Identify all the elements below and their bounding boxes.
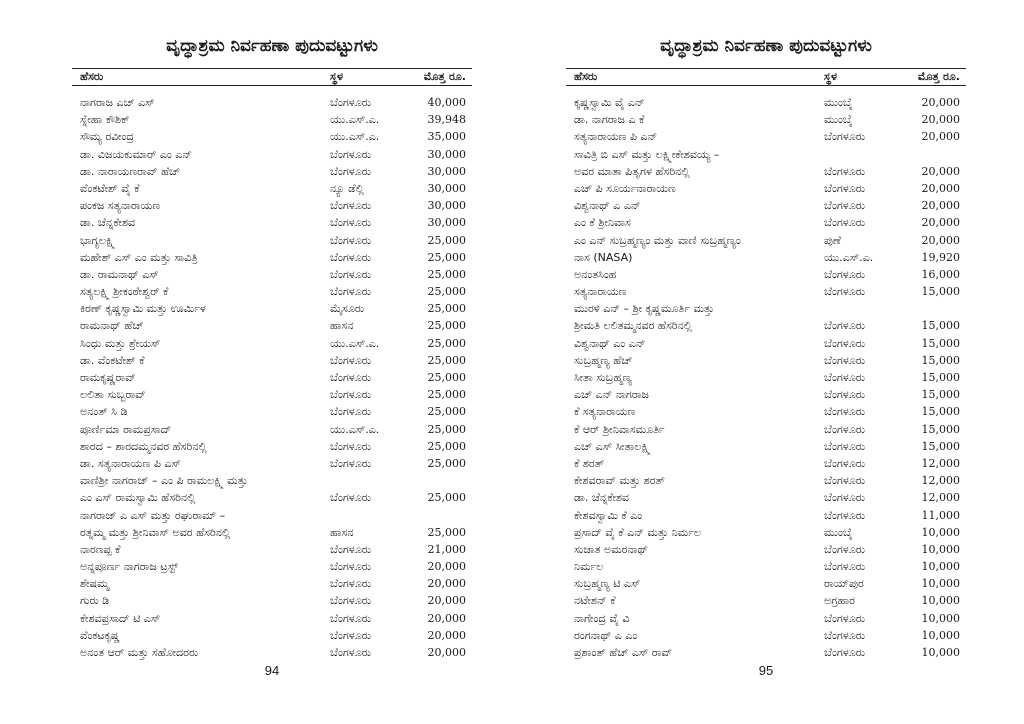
donor-amount: 19,920: [921, 250, 960, 264]
donor-place: ಮೈಸೂರು: [330, 302, 365, 316]
donor-name: ಗುರು ಡಿ: [80, 594, 110, 608]
donor-name: ನಿರ್ಮಲ: [574, 560, 604, 574]
donor-place: ಯು.ಎಸ್.ಎ.: [330, 422, 380, 436]
table-row: [566, 524, 966, 541]
donor-place: ಬೆಂಗಳೂರು: [824, 319, 866, 333]
table-row: [72, 335, 472, 352]
donor-amount: 25,000: [427, 525, 466, 539]
donor-name: ಕಿರಣ್ ಕೃಷ್ಣಸ್ವಾಮಿ ಮತ್ತು ಊರ್ಮಿಳ: [80, 302, 206, 316]
donor-amount: 10,000: [921, 594, 960, 608]
donor-place: ಹಾಸನ: [330, 525, 354, 539]
donor-amount: 15,000: [921, 405, 960, 419]
donor-name: ಅನ್ನಪೂರ್ಣ ನಾಗರಾಜ ಟ್ರಸ್ಟ್: [80, 560, 179, 574]
page-number: 94: [264, 663, 280, 678]
donor-name: ಶ್ರೀಮತಿ ಲಲಿತಮ್ಮನವರ ಹೆಸರಿನಲ್ಲಿ: [574, 319, 693, 333]
donor-name: ಡಾ. ಸತ್ಯನಾರಾಯಣ ಪಿ ಎಸ್: [80, 456, 181, 470]
donor-place: ಬೆಂಗಳೂರು: [824, 164, 866, 178]
donor-name: ಎಂ ಎಸ್ ರಾಮಸ್ವಾಮಿ ಹೆಸರಿನಲ್ಲಿ: [80, 491, 196, 505]
table-row: [566, 472, 966, 489]
donor-amount: 20,000: [921, 113, 960, 127]
table-row: [72, 627, 472, 644]
donor-amount: 30,000: [427, 199, 466, 213]
column-header-name: ಹೆಸರು: [80, 70, 104, 83]
table-row: [566, 489, 966, 506]
donor-place: ಬೆಂಗಳೂರು: [330, 439, 372, 453]
table-row: [566, 610, 966, 627]
donor-amount: 25,000: [427, 250, 466, 264]
donor-amount: 40,000: [427, 96, 466, 109]
donor-place: ಬೆಂಗಳೂರು: [824, 474, 866, 488]
donor-amount: 25,000: [427, 439, 466, 453]
donor-place: ಬೆಂಗಳೂರು: [330, 491, 372, 505]
table-row: [566, 352, 966, 369]
donor-place: ಬೆಂಗಳೂರು: [330, 371, 372, 384]
donor-amount: 25,000: [427, 456, 466, 470]
donor-amount: 25,000: [427, 371, 466, 384]
donor-name: ನಾಗರಾಜ ಎಚ್ ಎಸ್: [80, 96, 155, 109]
donor-place: ಬೆಂಗಳೂರು: [330, 233, 372, 247]
table-row: [72, 403, 472, 420]
table-row: [566, 249, 966, 266]
table-row: [72, 180, 472, 197]
table-header: [72, 68, 472, 86]
table-row: [72, 111, 472, 128]
donor-amount: 20,000: [427, 628, 466, 642]
donor-name: ಮುರಳಿ ಎನ್ – ಶ್ರೀ ಕೃಷ್ಣಮೂರ್ತಿ ಮತ್ತು: [574, 302, 715, 316]
table-row: [566, 592, 966, 609]
table-row: [566, 94, 966, 111]
donor-place: ಬೆಂಗಳೂರು: [330, 353, 372, 367]
donor-amount: 30,000: [427, 181, 466, 195]
donor-name: ಪಂಕಜ ಸತ್ಯನಾರಾಯಣ: [80, 199, 161, 213]
donor-place: ಪುಣೆ: [824, 233, 841, 247]
donor-place: ಬೆಂಗಳೂರು: [824, 130, 866, 144]
donor-name: ಕೇಶವಸ್ವಾಮಿ ಕೆ ಎಂ: [574, 508, 643, 522]
donor-place: ಬೆಂಗಳೂರು: [824, 646, 866, 659]
page-number: 95: [758, 663, 774, 678]
donor-name: ಅನಂತಸಿಂಹ: [574, 267, 617, 281]
donor-place: ಹಾಸನ: [330, 319, 354, 333]
table-row: [72, 558, 472, 575]
donor-place: ಬೆಂಗಳೂರು: [330, 216, 372, 230]
donor-name: ನಾಗೇಂದ್ರ ವೈ ವಿ: [574, 611, 630, 625]
table-row: [566, 335, 966, 352]
donor-amount: 12,000: [921, 456, 960, 470]
table-row: [566, 111, 966, 128]
donor-place: ಬೆಂಗಳೂರು: [824, 491, 866, 505]
donor-name: ಅವರ ಮಾತಾ ಪಿತೃಗಳ ಹೆಸರಿನಲ್ಲಿ: [574, 164, 690, 178]
donor-name: ವೆಂಕಟೇಶ್ ವೈ ಕೆ: [80, 181, 140, 195]
table-row: [72, 232, 472, 249]
donor-name: ಸುಬ್ರಹ್ಮಣ್ಯ ಹೆಚ್: [574, 353, 633, 367]
donor-place: ಯು.ಎಸ್.ಎ.: [330, 336, 380, 350]
donor-place: ಬೆಂಗಳೂರು: [824, 285, 866, 299]
donor-name: ಕೆ ಆರ್ ಶ್ರೀನಿವಾಸಮೂರ್ತಿ: [574, 422, 665, 436]
donor-place: ಬೆಂಗಳೂರು: [330, 285, 372, 299]
donor-name: ನಾಗರಾಜ್ ಎ ಎಸ್ ಮತ್ತು ರಘುರಾಮ್ –: [80, 508, 226, 522]
donor-amount: 16,000: [921, 267, 960, 281]
donor-amount: 25,000: [427, 405, 466, 419]
donor-name: ಸುಬ್ರಹ್ಮಣ್ಯ ಟಿ ಎಸ್: [574, 577, 641, 591]
table-row: [72, 575, 472, 592]
donor-place: ಬೆಂಗಳೂರು: [330, 577, 372, 591]
table-row: [566, 266, 966, 283]
donor-name: ಕೃಷ್ಣಸ್ವಾಮಿ ವೈ ಎನ್: [574, 96, 645, 109]
donor-name: ಸ್ನೇಹಾ ಕೌಶಿಕ್: [80, 113, 130, 127]
donor-name: ಅನಂತ್ ಸಿ ಡಿ: [80, 405, 128, 419]
donor-place: ಬೆಂಗಳೂರು: [330, 628, 372, 642]
donor-name: ಸತ್ಯಲಕ್ಷ್ಮಿ ಶ್ರೀಕಂಠೇಶ್ವರ್ ಕೆ: [80, 285, 169, 299]
donor-amount: 20,000: [921, 181, 960, 195]
table-row: [72, 610, 472, 627]
donor-name: ವೆಂಕಟಕೃಷ್ಣ: [80, 628, 120, 642]
donor-name: ಶಾರದ – ಶಾರದಮ್ಮನವರ ಹೆಸರಿನಲ್ಲಿ: [80, 439, 207, 453]
donor-place: ಬೆಂಗಳೂರು: [824, 422, 866, 436]
donor-name: ಎಂ ಎನ್ ಸುಬ್ರಹ್ಮಣ್ಯಂ ಮತ್ತು ವಾಣಿ ಸುಬ್ರಹ್ಮಣ್ಯಂ: [574, 233, 741, 247]
table-row: [566, 627, 966, 644]
donor-amount: 15,000: [921, 439, 960, 453]
donor-place: ಬೆಂಗಳೂರು: [824, 267, 866, 281]
table-row: [566, 128, 966, 145]
donor-name: ಸತ್ಯನಾರಾಯಣ ಪಿ ಎನ್: [574, 130, 658, 144]
donor-name: ನಾಸ (NASA): [574, 250, 633, 264]
donor-name: ಪೂರ್ಣಿಮಾ ರಾಮಪ್ರಸಾದ್: [80, 422, 172, 436]
donor-amount: 10,000: [921, 577, 960, 591]
table-row: [566, 541, 966, 558]
donor-amount: 25,000: [427, 267, 466, 281]
donor-name: ರಾಮನಾಥ್ ಹೆಚ್: [80, 319, 144, 333]
table-row: [566, 300, 966, 317]
donor-name: ಕೆ ಸತ್ಯನಾರಾಯಣ: [574, 405, 636, 419]
table-row: [72, 317, 472, 334]
donor-amount: 20,000: [921, 216, 960, 230]
table-row: [72, 163, 472, 180]
donor-name: ಸಿಂಧು ಮತ್ತು ಶ್ರೇಯಸ್: [80, 336, 161, 350]
donor-place: ಮುಂಬೈ: [824, 525, 853, 539]
donor-place: ಯು.ಎಸ್.ಎ.: [330, 113, 380, 127]
column-header-amount: ಮೊತ್ತ ರೂ.: [917, 70, 960, 83]
table-row: [72, 94, 472, 111]
table-row: [72, 146, 472, 163]
donor-amount: 10,000: [921, 525, 960, 539]
donor-name: ಕೇಶವರಾವ್ ಮತ್ತು ಶರತ್: [574, 474, 665, 488]
table-row: [72, 489, 472, 506]
donor-name: ರತ್ನಮ್ಮ ಮತ್ತು ಶ್ರೀನಿವಾಸ್ ಅವರ ಹೆಸರಿನಲ್ಲಿ: [80, 525, 231, 539]
donor-place: ನ್ಯೂ ಡೆಲ್ಲಿ: [330, 181, 364, 195]
donor-amount: 25,000: [427, 319, 466, 333]
table-row: [72, 283, 472, 300]
donor-place: ಅಗ್ರಹಾರ: [824, 594, 855, 608]
donor-name: ಅನಂತ ಆರ್ ಮತ್ತು ಸಹೋದರರು: [80, 646, 199, 659]
donor-place: ಯು.ಎಸ್.ಎ.: [330, 130, 380, 144]
donor-amount: 10,000: [921, 611, 960, 625]
donor-name: ವಿಶ್ವನಾಥ್ ಎ ಎನ್: [574, 199, 641, 213]
table-row: [72, 266, 472, 283]
donor-amount: 35,000: [427, 130, 466, 144]
donor-table: [72, 94, 472, 661]
donor-name: ಸೌಮ್ಯ ರವೀಂದ್ರ: [80, 130, 134, 144]
table-row: [566, 163, 966, 180]
donor-place: ಬೆಂಗಳೂರು: [824, 405, 866, 419]
donor-name: ಪ್ರಸಾದ್ ವೈ ಕೆ ಎನ್ ಮತ್ತು ನಿರ್ಮಲ: [574, 525, 702, 539]
table-row: [566, 197, 966, 214]
column-header-place: ಸ್ಥಳ: [330, 70, 343, 83]
donor-place: ಬೆಂಗಳೂರು: [824, 542, 866, 556]
donor-amount: 20,000: [427, 594, 466, 608]
donor-amount: 30,000: [427, 147, 466, 161]
donor-amount: 39,948: [427, 113, 466, 127]
donor-amount: 25,000: [427, 336, 466, 350]
table-row: [72, 592, 472, 609]
table-row: [72, 214, 472, 231]
table-row: [72, 369, 472, 386]
donor-place: ಬೆಂಗಳೂರು: [330, 560, 372, 574]
table-row: [566, 214, 966, 231]
donor-amount: 25,000: [427, 388, 466, 402]
table-row: [72, 300, 472, 317]
donor-amount: 25,000: [427, 302, 466, 316]
donor-amount: 11,000: [921, 508, 960, 522]
donor-place: ಬೆಂಗಳೂರು: [330, 405, 372, 419]
donor-place: ಬೆಂಗಳೂರು: [824, 371, 866, 384]
donor-amount: 12,000: [921, 491, 960, 505]
donor-name: ಸೀತಾ ಸುಬ್ರಹ್ಮಣ್ಯ: [574, 371, 632, 384]
donor-place: ಬೆಂಗಳೂರು: [824, 508, 866, 522]
table-row: [566, 317, 966, 334]
donor-amount: 20,000: [427, 646, 466, 659]
table-row: [566, 386, 966, 403]
donor-amount: 12,000: [921, 474, 960, 488]
table-header: [566, 68, 966, 86]
table-row: [566, 438, 966, 455]
table-row: [566, 232, 966, 249]
donor-place: ರಾಯ್‌ಪುರ: [824, 577, 864, 591]
donor-place: ಬೆಂಗಳೂರು: [330, 456, 372, 470]
donor-place: ಬೆಂಗಳೂರು: [330, 199, 372, 213]
table-row: [566, 369, 966, 386]
donor-name: ಎಚ್ ಎಸ್ ಸೀತಾಲಕ್ಷ್ಮಿ: [574, 439, 651, 453]
donor-place: ಬೆಂಗಳೂರು: [330, 542, 372, 556]
donor-place: ಬೆಂಗಳೂರು: [330, 96, 372, 109]
donor-amount: 30,000: [427, 164, 466, 178]
donor-amount: 10,000: [921, 628, 960, 642]
donor-name: ವಾಣಿಶ್ರೀ ನಾಗರಾಜ್ – ಎಂ ಪಿ ರಾಮಲಕ್ಷ್ಮಿ ಮತ್ತು: [80, 474, 248, 488]
donor-place: ಬೆಂಗಳೂರು: [824, 439, 866, 453]
table-row: [566, 455, 966, 472]
donor-place: ಬೆಂಗಳೂರು: [330, 611, 372, 625]
donor-place: ಬೆಂಗಳೂರು: [824, 611, 866, 625]
donor-amount: 25,000: [427, 353, 466, 367]
donor-amount: 10,000: [921, 560, 960, 574]
table-row: [72, 128, 472, 145]
donor-place: ಬೆಂಗಳೂರು: [824, 199, 866, 213]
donor-name: ಡಾ. ನಾಗರಾಜ ಎ ಕೆ: [574, 113, 645, 127]
donor-place: ಬೆಂಗಳೂರು: [824, 336, 866, 350]
table-row: [566, 558, 966, 575]
donor-name: ಸಾವಿತ್ರಿ ಬಿ ಎಸ್ ಮತ್ತು ಲಕ್ಷ್ಮೀಕೇಶವಯ್ಯ –: [574, 147, 720, 161]
donor-table: [566, 94, 966, 661]
donor-name: ಡಾ. ಚೆನ್ನಕೇಶವ: [574, 491, 630, 505]
donor-name: ವಿಶ್ವನಾಥ್ ಎಂ ಎನ್: [574, 336, 646, 350]
table-row: [72, 438, 472, 455]
donor-name: ರಂಗನಾಥ್ ಎ ಎಂ: [574, 628, 638, 642]
table-row: [72, 524, 472, 541]
donor-place: ಬೆಂಗಳೂರು: [330, 147, 372, 161]
donor-name: ನಟೇಶನ್ ಕೆ: [574, 594, 616, 608]
table-row: [566, 180, 966, 197]
table-row: [566, 283, 966, 300]
donor-place: ಬೆಂಗಳೂರು: [330, 267, 372, 281]
table-row: [72, 386, 472, 403]
donor-amount: 20,000: [921, 130, 960, 144]
donor-amount: 20,000: [427, 577, 466, 591]
donor-amount: 20,000: [427, 560, 466, 574]
page-title: ವೃದ್ಧಾಶ್ರಮ ನಿರ್ವಹಣಾ ಪುದುವಟ್ಟುಗಳು: [660, 36, 872, 56]
donor-amount: 20,000: [921, 199, 960, 213]
donor-place: ಬೆಂಗಳೂರು: [824, 456, 866, 470]
donor-place: ಮುಂಬೈ: [824, 96, 853, 109]
donor-place: ಬೆಂಗಳೂರು: [330, 388, 372, 402]
table-row: [72, 421, 472, 438]
donor-name: ರಾಮಕೃಷ್ಣರಾವ್: [80, 371, 136, 384]
donor-amount: 15,000: [921, 371, 960, 384]
donor-name: ಡಾ. ವೆಂಕಟೇಶ್ ಕೆ: [80, 353, 145, 367]
donor-amount: 20,000: [921, 96, 960, 109]
donor-amount: 25,000: [427, 422, 466, 436]
table-row: [72, 507, 472, 524]
donor-place: ಮುಂಬೈ: [824, 113, 853, 127]
donor-name: ಎಚ್ ಎನ್ ನಾಗರಾಜ: [574, 388, 649, 402]
donor-amount: 25,000: [427, 285, 466, 299]
table-row: [566, 575, 966, 592]
donor-place: ಬೆಂಗಳೂರು: [330, 164, 372, 178]
column-header-amount: ಮೊತ್ತ ರೂ.: [423, 70, 466, 83]
donor-amount: 20,000: [921, 164, 960, 178]
donor-amount: 20,000: [427, 611, 466, 625]
donor-place: ಬೆಂಗಳೂರು: [824, 628, 866, 642]
donor-amount: 15,000: [921, 422, 960, 436]
donor-amount: 10,000: [921, 646, 960, 659]
donor-place: ಬೆಂಗಳೂರು: [330, 250, 372, 264]
donor-name: ಲಲಿತಾ ಸುಬ್ಬರಾವ್: [80, 388, 146, 402]
donor-name: ಡಾ. ಚೆನ್ನಕೇಶವ: [80, 216, 136, 230]
donor-place: ಬೆಂಗಳೂರು: [824, 216, 866, 230]
table-row: [566, 146, 966, 163]
donor-name: ಎಂ ಕೆ ಶ್ರೀನಿವಾಸ: [574, 216, 631, 230]
column-header-place: ಸ್ಥಳ: [824, 70, 837, 83]
donor-amount: 15,000: [921, 336, 960, 350]
table-row: [566, 644, 966, 661]
donor-name: ಶೇಷಮ್ಮ: [80, 577, 110, 591]
donor-place: ಬೆಂಗಳೂರು: [824, 560, 866, 574]
donor-place: ಬೆಂಗಳೂರು: [330, 594, 372, 608]
table-row: [72, 541, 472, 558]
table-row: [72, 455, 472, 472]
donor-name: ಡಾ. ರಾಮನಾಥ್ ಎಸ್: [80, 267, 159, 281]
table-row: [566, 421, 966, 438]
donor-amount: 25,000: [427, 233, 466, 247]
donor-place: ಬೆಂಗಳೂರು: [824, 388, 866, 402]
page-title: ವೃದ್ಧಾಶ್ರಮ ನಿರ್ವಹಣಾ ಪುದುವಟ್ಟುಗಳು: [166, 36, 378, 56]
donor-name: ನಾರಣಪ್ಪ ಕೆ: [80, 542, 121, 556]
donor-name: ಡಾ. ನಾರಾಯಣರಾವ್ ಹೆಚ್: [80, 164, 181, 178]
page-95: [566, 0, 966, 724]
table-row: [72, 352, 472, 369]
donor-amount: 15,000: [921, 285, 960, 299]
table-row: [72, 197, 472, 214]
donor-name: ಮಹೇಶ್ ಎಸ್ ಎಂ ಮತ್ತು ಸಾವಿತ್ರಿ: [80, 250, 198, 264]
donor-amount: 30,000: [427, 216, 466, 230]
donor-amount: 21,000: [427, 542, 466, 556]
donor-place: ಯು.ಎಸ್.ಎ.: [824, 250, 874, 264]
donor-amount: 10,000: [921, 542, 960, 556]
donor-place: ಬೆಂಗಳೂರು: [330, 646, 372, 659]
donor-amount: 25,000: [427, 491, 466, 505]
donor-amount: 15,000: [921, 388, 960, 402]
donor-name: ಡಾ. ವಿಜಯಕುಮಾರ್ ಎಂ ಎನ್: [80, 147, 192, 161]
donor-place: ಬೆಂಗಳೂರು: [824, 353, 866, 367]
donor-amount: 15,000: [921, 353, 960, 367]
page-94: [72, 0, 472, 724]
donor-place: ಬೆಂಗಳೂರು: [824, 181, 866, 195]
table-row: [566, 507, 966, 524]
donor-name: ಸುಜಾತ ಅಮರನಾಥ್: [574, 542, 649, 556]
table-row: [72, 644, 472, 661]
donor-name: ಕೇಶವಪ್ರಸಾದ್ ಟಿ ಎಸ್: [80, 611, 161, 625]
donor-name: ಸತ್ಯನಾರಾಯಣ: [574, 285, 627, 299]
donor-name: ಎಚ್ ಪಿ ಸೂರ್ಯನಾರಾಯಣ: [574, 181, 676, 195]
table-row: [566, 403, 966, 420]
donor-name: ಪ್ರಶಾಂತ್ ಹೆಚ್ ಎಸ್ ರಾವ್: [574, 646, 673, 659]
donor-amount: 15,000: [921, 319, 960, 333]
donor-name: ಭಾಗ್ಯಲಕ್ಷ್ಮಿ: [80, 233, 116, 247]
column-header-name: ಹೆಸರು: [574, 70, 598, 83]
table-row: [72, 249, 472, 266]
donor-amount: 20,000: [921, 233, 960, 247]
donor-name: ಕೆ ಶರತ್: [574, 456, 605, 470]
table-row: [72, 472, 472, 489]
